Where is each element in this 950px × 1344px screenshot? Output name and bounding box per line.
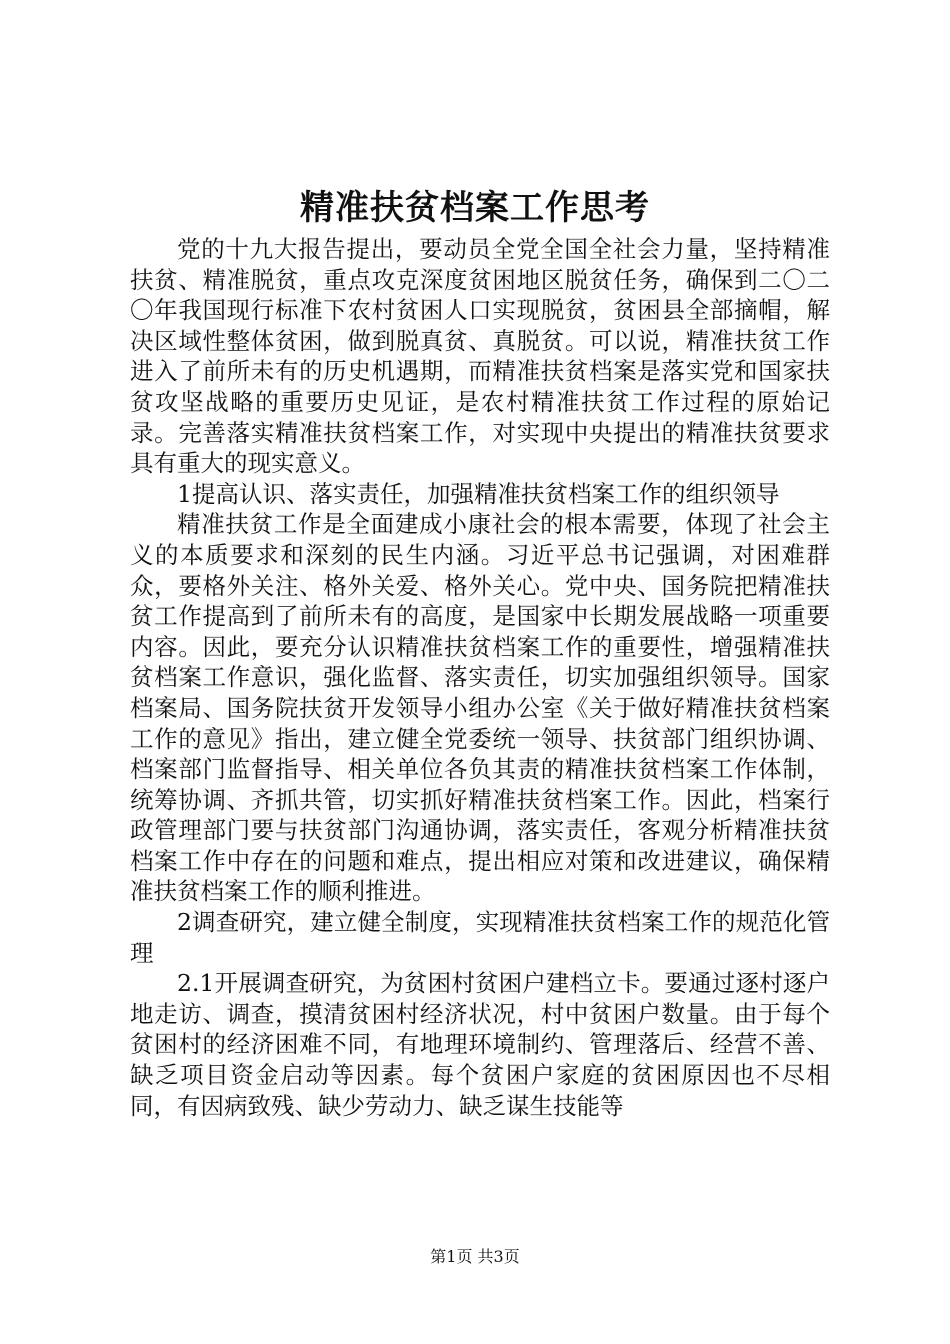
section-2-1-paragraph: 2.1开展调查研究，为贫困村贫困户建档立卡。要通过逐村逐户地走访、调查，摸清贫困村经济状况，村中贫困户数量。由于每个贫困村的经济困难不同，有地理环境制约、管理落后、经营不善、缺乏项目资金启动等因素。每个贫困户家庭的贫困原因也不尽相同，有因病致残、缺少劳动力、缺乏谋生技能等 (130, 969, 830, 1120)
intro-paragraph: 党的十九大报告提出，要动员全党全国全社会力量，坚持精准扶贫、精准脱贫，重点攻克深度贫困地区脱贫任务，确保到二〇二〇年我国现行标准下农村贫困人口实现脱贫，贫困县全部摘帽，解决区域性整体贫困，做到脱真贫、真脱贫。可以说，精准扶贫工作进入了前所未有的历史机遇期，而精准扶贫档案是落实党和国家扶贫攻坚战略的重要历史见证，是农村精准扶贫工作过程的原始记录。完善落实精准扶贫档案工作，对实现中央提出的精准扶贫要求具有重大的现实意义。 (130, 235, 830, 478)
section-1-heading: 1提高认识、落实责任，加强精准扶贫档案工作的组织领导 (177, 479, 780, 508)
document-body (130, 234, 830, 1121)
page-footer: 第1页 共3页 (430, 1247, 520, 1266)
document-title: 精准扶贫档案工作思考 (300, 188, 650, 228)
section-1-paragraph: 精准扶贫工作是全面建成小康社会的根本需要，体现了社会主义的本质要求和深刻的民生内涵。习近平总书记强调，对困难群众，要格外关注、格外关爱、格外关心。党中央、国务院把精准扶贫工作提高到了前所未有的高度，是国家中长期发展战略一项重要内容。因此，要充分认识精准扶贫档案工作的重要性，增强精准扶贫档案工作意识，强化监督、落实责任，切实加强组织领导。国家档案局、国务院扶贫开发领导小组办公室《关于做好精准扶贫档案工作的意见》指出，建立健全党委统一领导、扶贫部门组织协调、档案部门监督指导、相关单位各负其责的精准扶贫档案工作体制，统筹协调、齐抓共管，切实抓好精准扶贫档案工作。因此，档案行政管理部门要与扶贫部门沟通协调，落实责任，客观分析精准扶贫档案工作中存在的问题和难点，提出相应对策和改进建议，确保精准扶贫档案工作的顺利推进。 (130, 510, 830, 906)
section-2-heading: 2调查研究，建立健全制度，实现精准扶贫档案工作的规范化管理 (130, 908, 830, 967)
